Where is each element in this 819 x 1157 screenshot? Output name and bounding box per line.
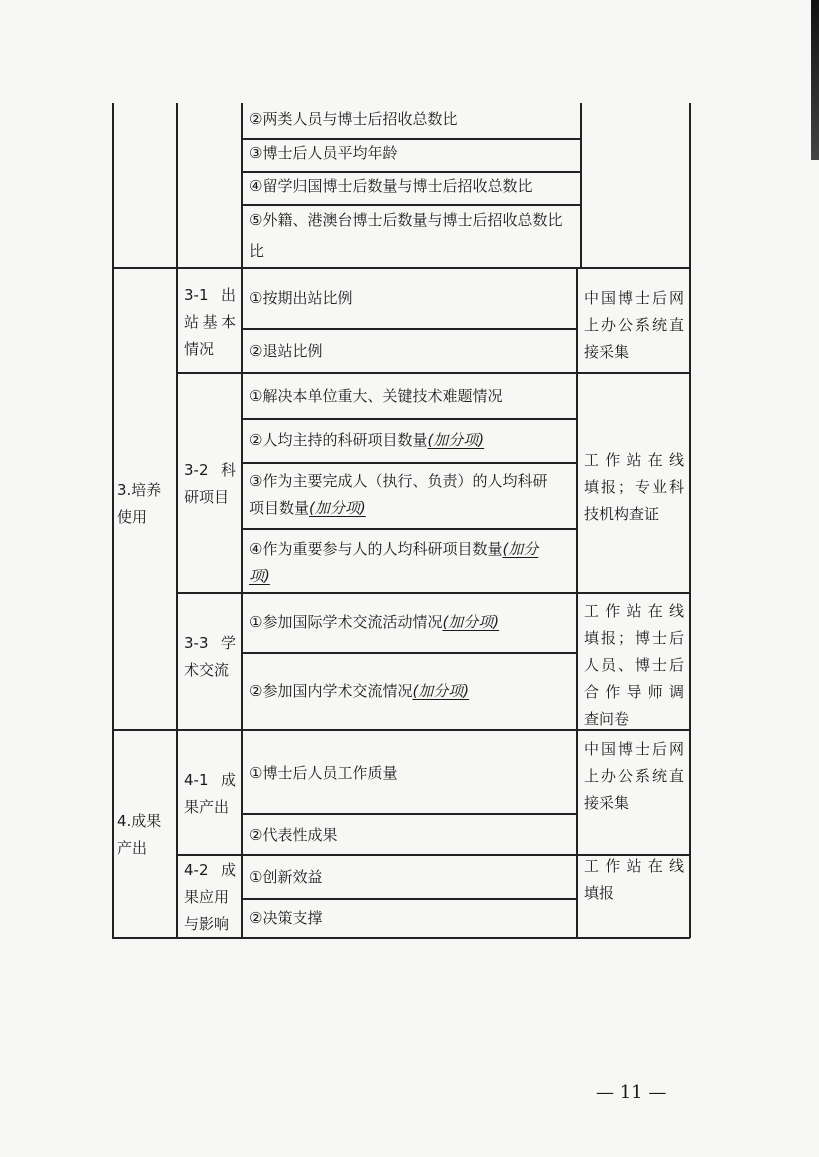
row-line bbox=[241, 528, 577, 530]
section-line bbox=[112, 267, 690, 269]
item-innovation-benefit: ①创新效益 bbox=[249, 868, 323, 886]
item-foreign-ratio: ⑤外籍、港澳台博士后数量与博士后招收总数比 bbox=[249, 211, 563, 229]
bonus-tag-part1: (加分 bbox=[502, 540, 539, 558]
binding-edge bbox=[811, 0, 819, 160]
item-average-age: ③博士后人员平均年龄 bbox=[249, 144, 398, 162]
source-3-3: 工作站在线 填报；博士后 人员、博士后 合作导师调 查问卷 bbox=[584, 602, 684, 728]
item-representative: ②代表性成果 bbox=[249, 826, 338, 844]
item-projects-hosted: ②人均主持的科研项目数量(加分项) bbox=[249, 431, 485, 449]
sub-label-3-3: 3-3 学 术交流 bbox=[184, 634, 236, 679]
bonus-tag: (加分项) bbox=[309, 499, 366, 517]
source-3-2: 工作站在线 填报；专业科 技机构查证 bbox=[584, 451, 684, 523]
item-intl-exchange: ①参加国际学术交流活动情况(加分项) bbox=[249, 613, 500, 631]
sub-label-3-2: 3-2 科 研项目 bbox=[184, 461, 236, 506]
bonus-tag-part2: 项) bbox=[249, 567, 270, 585]
bonus-tag: (加分项) bbox=[412, 682, 470, 700]
item-decision-support: ②决策支撑 bbox=[249, 909, 323, 927]
table-border-left bbox=[112, 103, 114, 938]
item-foreign-ratio-cont: 比 bbox=[249, 242, 265, 260]
page-number: — 11 — bbox=[596, 1082, 667, 1103]
item-tech-problems: ①解决本单位重大、关键技术难题情况 bbox=[249, 387, 503, 405]
row-line bbox=[241, 328, 577, 330]
divider-col3-a bbox=[576, 267, 578, 937]
source-3-1: 中国博士后网 上办公系统直 接采集 bbox=[584, 289, 684, 361]
item-projects-participant: ④作为重要参与人的人均科研项目数量(加分 项) bbox=[249, 540, 539, 585]
source-4-2: 工作站在线 填报 bbox=[584, 857, 684, 902]
sub-label-3-1: 3-1 出 站基本 情况 bbox=[184, 286, 236, 358]
bonus-tag: (加分项) bbox=[442, 613, 500, 631]
item-domestic-exchange: ②参加国内学术交流情况(加分项) bbox=[249, 682, 470, 700]
divider-col3-top bbox=[580, 103, 582, 267]
table-border-right bbox=[689, 103, 691, 938]
sub-line bbox=[176, 592, 690, 594]
item-on-time-exit: ①按期出站比例 bbox=[249, 289, 353, 307]
sub-line bbox=[176, 372, 690, 374]
row-line bbox=[241, 652, 577, 654]
row-line bbox=[241, 204, 581, 206]
row-line bbox=[241, 813, 577, 815]
sub-label-4-2: 4-2 成 果应用 与影响 bbox=[184, 861, 236, 933]
row-line bbox=[241, 418, 577, 420]
row-line bbox=[241, 898, 577, 900]
item-projects-main: ③作为主要完成人（执行、负责）的人均科研 项目数量(加分项) bbox=[249, 472, 548, 517]
item-returnee-ratio: ④留学归国博士后数量与博士后招收总数比 bbox=[249, 177, 533, 195]
section-label-4: 4.成果 产出 bbox=[117, 812, 162, 857]
row-line bbox=[241, 462, 577, 464]
item-ratio-two-types: ②两类人员与博士后招收总数比 bbox=[249, 110, 458, 128]
bonus-tag: (加分项) bbox=[427, 431, 485, 449]
source-4-1: 中国博士后网 上办公系统直 接采集 bbox=[584, 740, 684, 812]
item-withdraw: ②退站比例 bbox=[249, 342, 323, 360]
section-label-3: 3.培养 使用 bbox=[117, 481, 162, 526]
sub-label-4-1: 4-1 成 果产出 bbox=[184, 771, 236, 816]
divider-col1 bbox=[176, 103, 178, 938]
item-work-quality: ①博士后人员工作质量 bbox=[249, 764, 398, 782]
